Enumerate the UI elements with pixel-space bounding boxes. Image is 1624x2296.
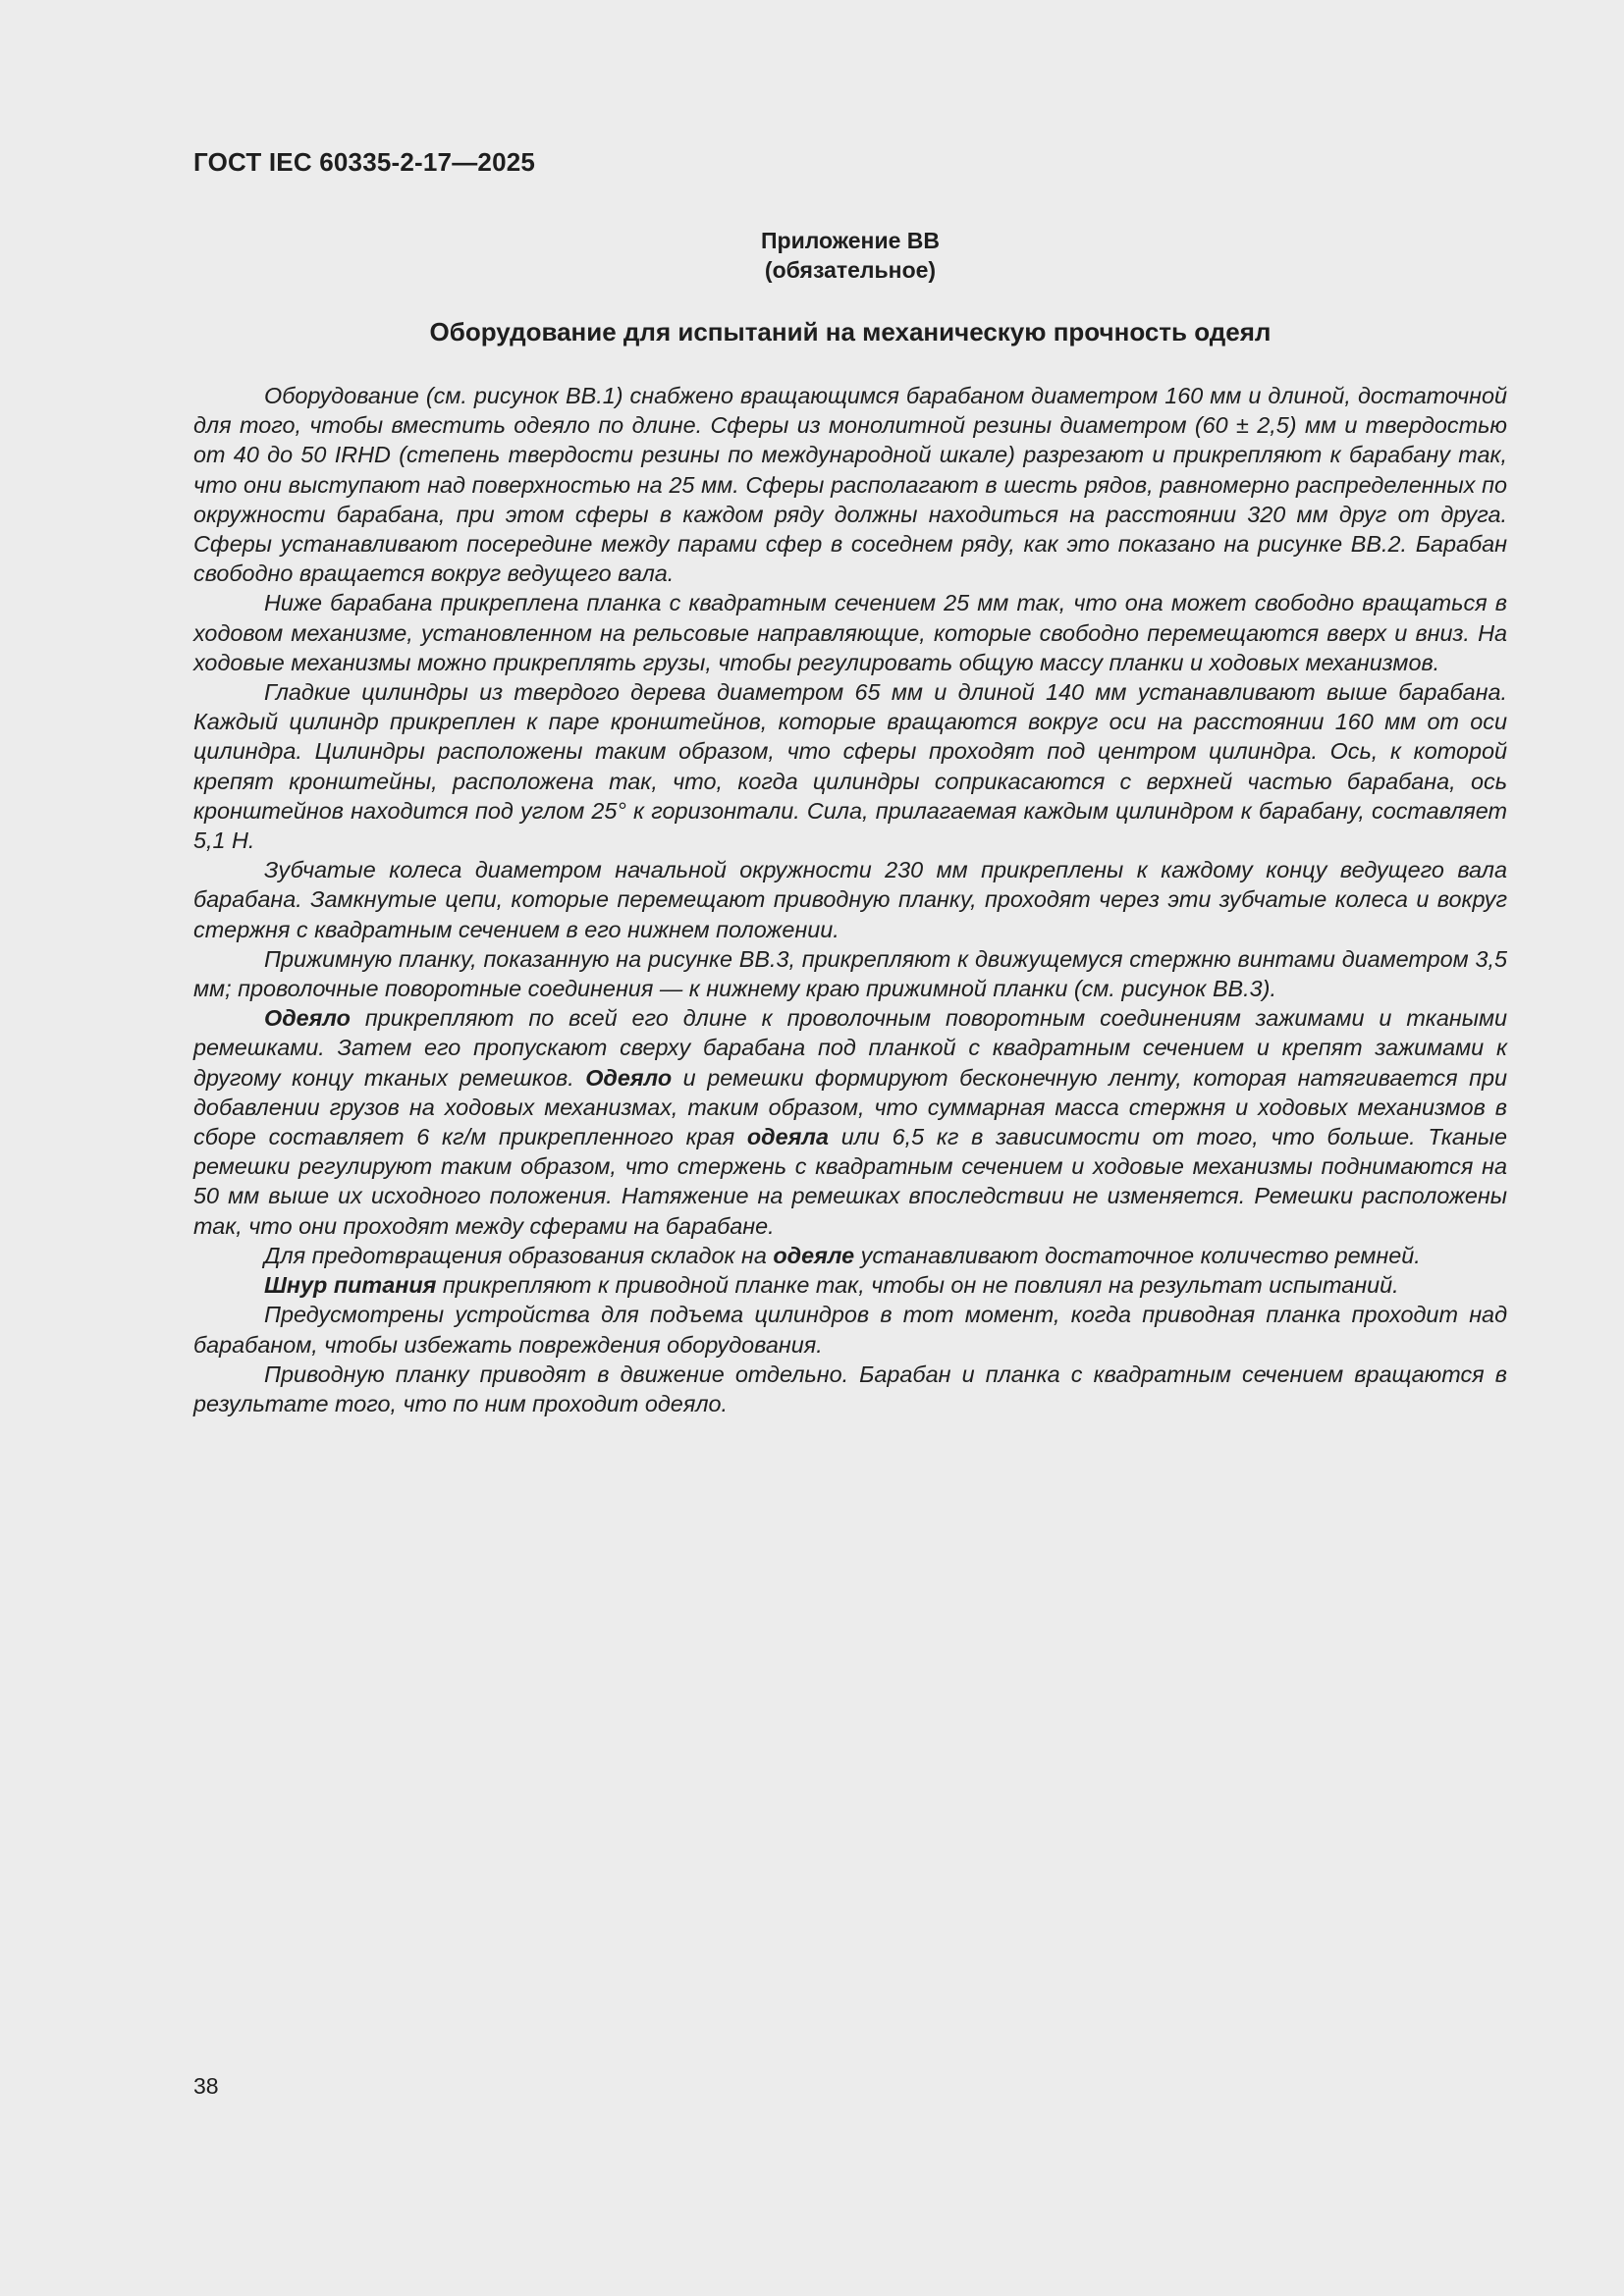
paragraph-clamping-bar: Прижимную планку, показанную на рисунке BB.3, прикрепляют к движущемуся стержню винтами диаметром 3,5 мм; проволочные поворотные соединения — к нижнему краю прижимной планки (см. рисунок BB.3). xyxy=(193,945,1507,1002)
annex-status: (обязательное) xyxy=(764,257,937,283)
paragraph-folds: Для предотвращения образования складок на одеяле устанавливают достаточное количество ремней. xyxy=(264,1242,1421,1268)
annex-title: Приложение BB xyxy=(760,228,940,253)
paragraph-drive: Приводную планку приводят в движение отдельно. Барабан и планка с квадратным сечением вращаются в результате того, что по ним проходит одеяло. xyxy=(193,1361,1507,1416)
paragraph-lifting-devices: Предусмотрены устройства для подъема цилиндров в тот момент, когда приводная планка проходит над барабаном, чтобы избежать повреждения оборудования. xyxy=(193,1302,1507,1358)
paragraph-supply-cord: Шнур питания прикрепляют к приводной планке так, чтобы он не повлиял на результат испытаний. xyxy=(264,1272,1399,1299)
paragraph-cylinders: Гладкие цилиндры из твердого дерева диаметром 65 мм и длиной 140 мм устанавливают выше барабана. Каждый цилиндр прикреплен к паре кронштейнов, которые вращаются вокруг оси на расстоянии 160 мм от оси цилиндра. Цилиндры расположены таким образом, что сферы проходят под центром цилиндра. Ось, к которой крепят кронштейны, расположена так, что, когда цилиндры соприкасаются с верхней частью барабана, ось кронштейнов находится под углом 25° к горизонтали. Сила, прилагаемая каждым цилиндром к барабану, составляет 5,1 Н. xyxy=(193,679,1507,854)
paragraph-equipment-drum: Оборудование (см. рисунок BB.1) снабжено вращающимся барабаном диаметром 160 мм и длиной, достаточной для того, чтобы вместить одеяло по длине. Сферы из монолитной резины диаметром (60 ± 2,5) мм и твердостью от 40 до 50 IRHD (степень твердости резины по международной шкале) разрезают и прикрепляют к барабану так, что они выступают над поверхностью на 25 мм. Сферы располагают в шесть рядов, равномерно распределенных по окружности барабана, при этом сферы в каждом ряду должны находиться на расстоянии 320 мм друг от друга. Сферы устанавливают посередине между парами сфер в соседнем ряду, как это показано на рисунке BB.2. Барабан свободно вращается вокруг ведущего вала. xyxy=(193,383,1507,587)
document-code: ГОСТ IEC 60335-2-17—2025 xyxy=(193,147,536,177)
page-number: 38 xyxy=(193,2073,219,2099)
section-title: Оборудование для испытаний на механическую прочность одеял xyxy=(429,317,1272,347)
annex-heading xyxy=(193,226,1507,285)
paragraph-sprockets: Зубчатые колеса диаметром начальной окружности 230 мм прикреплены к каждому концу ведущего вала барабана. Замкнутые цепи, которые перемещают приводную планку, проходят через эти зубчатые колеса и вокруг стержня с квадратным сечением в его нижнем положении. xyxy=(193,857,1507,942)
document-body xyxy=(193,381,1507,1418)
paragraph-square-bar: Ниже барабана прикреплена планка с квадратным сечением 25 мм так, что она может свободно вращаться в ходовом механизме, установленном на рельсовые направляющие, которые свободно перемещаются вверх и вниз. На ходовые механизмы можно прикреплять грузы, чтобы регулировать общую массу планки и ходовых механизмов. xyxy=(193,590,1507,675)
paragraph-blanket-mounting: Одеяло прикрепляют по всей его длине к проволочным поворотным соединениям зажимами и ткаными ремешками. Затем его пропускают сверху барабана под планкой с квадратным сечением и крепят зажимами к другому концу тканых ремешков. Одеяло и ремешки формируют бесконечную ленту, которая натягивается при добавлении грузов на ходовых механизмах, таким образом, что суммарная масса стержня и ходовых механизмов в сборе составляет 6 кг/м прикрепленного края одеяла или 6,5 кг в зависимости от того, что больше. Тканые ремешки регулируют таким образом, что стержень с квадратным сечением и ходовые механизмы поднимаются на 50 мм выше их исходного положения. Натяжение на ремешках впоследствии не изменяется. Ремешки расположены так, что они проходят между сферами на барабане. xyxy=(193,1005,1507,1239)
